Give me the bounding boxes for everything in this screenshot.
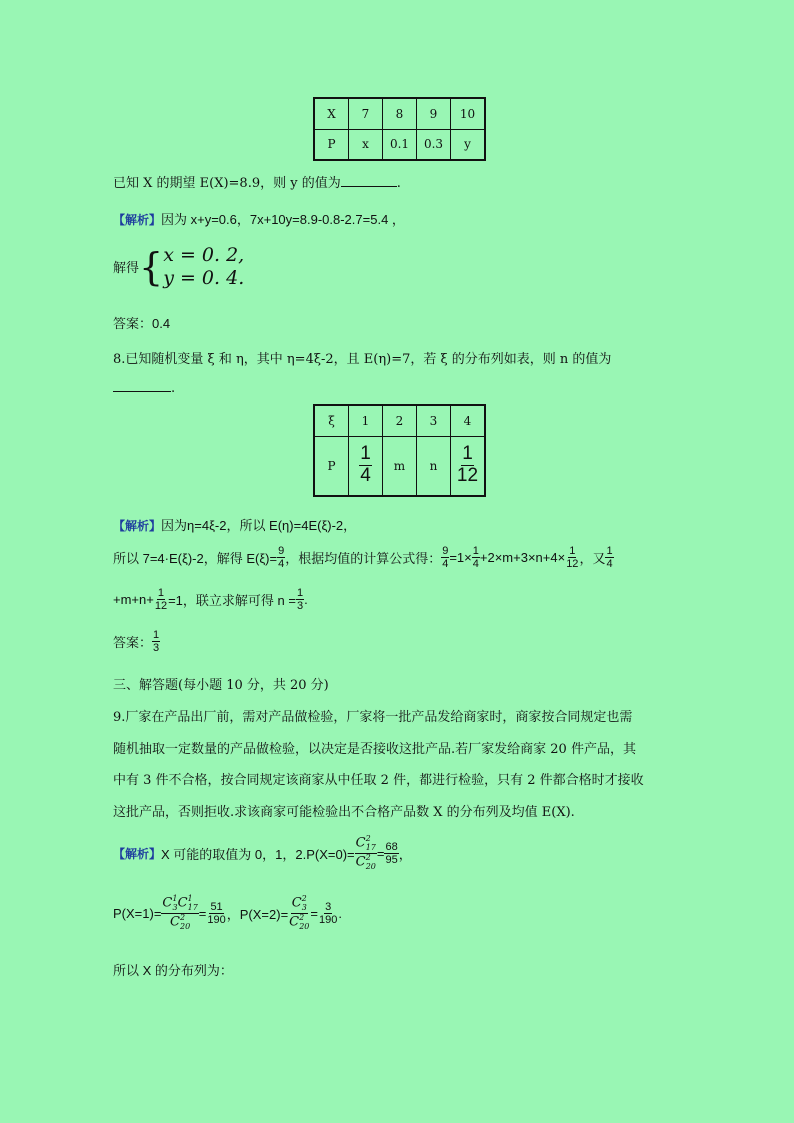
table-cell: 10 <box>451 98 486 129</box>
table-cell: n <box>417 436 451 496</box>
answer-blank <box>341 175 397 187</box>
table-row <box>314 405 485 436</box>
table-row <box>314 129 485 160</box>
table-cell: m <box>383 436 417 496</box>
table-cell: 1 <box>349 405 383 436</box>
equation-line: y = 0. 4. <box>163 266 245 289</box>
table-cell <box>451 436 486 496</box>
table-cell: 3 <box>417 405 451 436</box>
combination-fraction: $\frac{C^2_{17}}{C^2_{20}}$ <box>355 834 376 871</box>
q7-answer: 答案：0.4 <box>113 316 171 331</box>
q8-analysis-line-3: +m+n+ $\frac{1}{12}$ =1，联立求解可得 n = $\frac{1}{3}$ . <box>113 587 308 613</box>
fraction: $\frac{1}{3}$ <box>153 629 160 655</box>
table-cell: P <box>314 436 349 496</box>
fraction: $\frac{9}{4}$ <box>278 545 285 571</box>
q9-analysis: 【解析】 X 可能的取值为 0，1，2.P(X=0)= $\frac{C^2_{17}}{C^2_{20}}$ = $\frac{68}{95}$ ， <box>113 834 412 871</box>
distribution-table-xi <box>313 404 486 497</box>
fraction: $\frac{1}{3}$ <box>296 587 304 613</box>
solve-label: 解得 <box>113 260 140 276</box>
equation-system <box>163 244 244 290</box>
q8-analysis <box>113 515 356 534</box>
q9-line: 中有 3 件不合格，按合同规定该商家从中任取 2 件，都进行检验，只有 2 件都合格时才接收 <box>113 773 644 788</box>
fraction: $\frac{3}{190}$ <box>319 900 338 926</box>
table-cell <box>349 436 383 496</box>
fraction: $\frac{1}{12}$ <box>566 545 579 571</box>
combination-fraction: $\frac{C^2_3}{C^2_{20}}$ <box>289 894 310 931</box>
text-run: +m+n+ <box>113 592 154 608</box>
table-cell: ξ <box>314 405 349 436</box>
q9-line: 9.厂家在产品出厂前，需对产品做检验，厂家将一批产品发给商家时，商家按合同规定也需 <box>113 710 633 725</box>
combination-fraction: $\frac{C^1_3C^1_{17}}{C^2_{20}}$ <box>162 894 198 931</box>
analysis-tag: 【解析】 <box>113 846 162 861</box>
text-run: ，P(X=2)= <box>226 906 289 922</box>
q7-analysis <box>113 209 405 228</box>
table-cell: y <box>451 129 486 160</box>
fraction <box>456 444 479 487</box>
q9-final-line: 所以 X 的分布列为： <box>113 963 233 978</box>
distribution-table-x <box>313 97 486 161</box>
table-cell: 0.3 <box>417 129 451 160</box>
table-cell: 7 <box>349 98 383 129</box>
table-cell: 2 <box>383 405 417 436</box>
fraction: $\frac{9}{4}$ <box>442 545 449 571</box>
q9-line: 随机抽取一定数量的产品做检验，以决定是否接收这批产品.若厂家发给商家 20 件产品，其 <box>113 742 636 757</box>
q7-solution-system <box>113 244 244 290</box>
fraction: $\frac{1}{4}$ <box>472 545 479 571</box>
table-cell: X <box>314 98 349 129</box>
text-run: X 可能的取值为 0，1，2.P(X=0)= <box>161 846 355 862</box>
text-run: =1× <box>449 550 472 566</box>
text-run: +2×m+3×n+4× <box>479 550 566 566</box>
equation-line: x = 0. 2, <box>163 244 245 266</box>
numerator: 1 <box>462 443 473 465</box>
table-cell: 8 <box>383 98 417 129</box>
q8-answer <box>113 629 160 654</box>
table-cell: P <box>314 129 349 160</box>
fraction <box>359 444 372 487</box>
text-run: P(X=1)= <box>113 905 162 921</box>
table-cell: 9 <box>417 98 451 129</box>
table-cell: x <box>349 129 383 160</box>
table-cell: 0.1 <box>383 129 417 160</box>
table-cell: 4 <box>451 405 486 436</box>
text-run: ，又 <box>579 551 606 567</box>
section-heading: 三、解答题(每小题 10 分，共 20 分) <box>113 678 329 693</box>
fraction: $\frac{1}{4}$ <box>606 545 613 571</box>
answer-blank <box>113 380 171 392</box>
q8-analysis-line: 因为η=4ξ-2，所以 E(η)=4E(ξ)-2， <box>161 518 357 533</box>
q7-stem-text: 已知 X 的期望 E(X)=8.9，则 y 的值为 <box>113 176 341 191</box>
q8-analysis-line-2 <box>113 545 614 570</box>
fraction: $\frac{51}{190}$ <box>207 900 226 926</box>
q8-stem: 8.已知随机变量 ξ 和 η，其中 η=4ξ-2，且 E(η)=7，若 ξ 的分布列如表，则 n 的值为 <box>113 352 612 367</box>
numerator: 1 <box>360 443 371 465</box>
q9-probabilities: P(X=1)= $\frac{C^1_3C^1_{17}}{C^2_{20}}$ = $\frac{51}{190}$ ，P(X=2)= $\frac{C^2_3}{C^2_{20}}$ = $\frac{3}{190}$ . <box>113 894 342 931</box>
table-row <box>314 98 485 129</box>
text-run: =1，联立求解可得 n = <box>168 593 296 609</box>
q7-analysis-line: 因为 x+y=0.6，7x+10y=8.9-0.8-2.7=5.4 ， <box>161 212 405 227</box>
fraction: $\frac{68}{95}$ <box>385 840 398 866</box>
brace-icon: { <box>139 244 164 289</box>
q9-line: 这批产品，否则拒收.求该商家可能检验出不合格产品数 X 的分布列及均值 E(X). <box>113 805 575 820</box>
text-run: ，根据均值的计算公式得： <box>285 551 442 567</box>
table-row <box>314 436 485 496</box>
answer-label: 答案： <box>113 635 153 651</box>
text-run: 所以 7=4·E(ξ)-2，解得 E(ξ)= <box>113 551 278 567</box>
q8-answer-blank-line: . <box>113 380 175 396</box>
denominator: 4 <box>360 465 371 487</box>
q7-stem: 已知 X 的期望 E(X)=8.9，则 y 的值为 . <box>113 176 401 191</box>
denominator: 12 <box>456 465 479 487</box>
analysis-tag: 【解析】 <box>113 519 162 533</box>
fraction: $\frac{1}{12}$ <box>154 587 168 613</box>
analysis-tag: 【解析】 <box>113 213 162 227</box>
